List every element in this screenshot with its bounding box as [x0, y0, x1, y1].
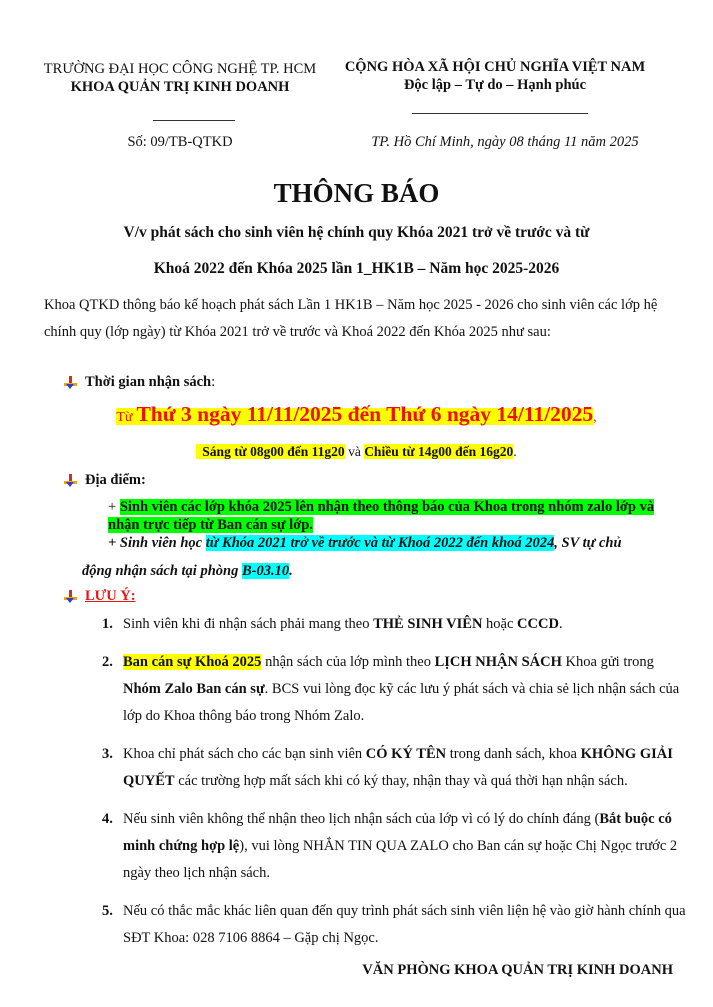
subject-line-2: Khoá 2022 đến Khóa 2025 lần 1_HK1B – Năm học 2025-2026 — [153, 260, 560, 277]
list-item: 2. Ban cán sự Khoá 2025 nhận sách của lớp mình theo LỊCH NHẬN SÁCH Khoa gửi trong Nhóm Zalo Ban cán sự. BCS vui lòng đọc kỹ các lưu ý phát sách và chia sẻ lịch nhận sách của lớp do Khoa thông báo trong Nhóm Zalo. — [102, 654, 680, 724]
time-section-heading: Thời gian nhận sách: — [64, 374, 215, 391]
divider-right — [412, 113, 588, 114]
location-item-2-cont: động nhận sách tại phòng B-03.10. — [82, 563, 293, 579]
morning-slot: Sáng từ 08g00 đến 11g20 — [196, 444, 344, 459]
date-range-text: Thứ 3 ngày 11/11/2025 đến Thứ 6 ngày 14/11/2025 — [136, 402, 594, 426]
location-label: Địa điểm: — [85, 472, 146, 488]
date-prefix: Từ — [116, 410, 133, 425]
list-item: 3. Khoa chỉ phát sách cho các bạn sinh viên CÓ KÝ TÊN trong danh sách, khoa KHÔNG GIẢI QUYẾT các trường hợp mất sách khi có ký thay, nhận thay và quá thời hạn nhận sách. — [102, 746, 673, 789]
notes-list — [102, 611, 692, 963]
intro-paragraph: Khoa QTKD thông báo kế hoạch phát sách Lần 1 HK1B – Năm học 2025 - 2026 cho sinh viên các lớp hệ chính quy (lớp ngày) từ Khóa 2021 trở về trước và Khoá 2022 đến Khóa 2025 như sau: — [44, 297, 658, 340]
notes-label: LƯU Ý: — [85, 588, 136, 604]
divider-left — [153, 120, 235, 121]
location-item-2: + Sinh viên học từ Khóa 2021 trở về trước và từ Khoá 2022 đến khoá 2024, SV tự chủ — [108, 535, 622, 551]
document-title: THÔNG BÁO — [273, 178, 440, 208]
list-item: 1. Sinh viên khi đi nhận sách phải mang theo THẺ SINH VIÊN hoặc CCCD. — [102, 616, 563, 632]
notes-section-heading — [64, 588, 136, 605]
location-item-1: + Sinh viên các lớp khóa 2025 lên nhận theo thông báo của Khoa trong nhóm zalo lớp và nhận trực tiếp từ Ban cán sự lớp. — [108, 499, 655, 533]
list-item: 4. Nếu sinh viên không thể nhận theo lịch nhận sách của lớp vì có lý do chính đáng (Bắt buộc có minh chứng hợp lệ), vui lòng NHẮN TIN QUA ZALO cho Ban cán sự hoặc Chị Ngọc trước 2 ngày theo lịch nhận sách. — [102, 811, 678, 881]
arrow-down-bullet-icon — [64, 590, 77, 603]
faculty-name: KHOA QUẢN TRỊ KINH DOANH — [70, 79, 290, 95]
afternoon-slot: Chiều từ 14g00 đến 16g20 — [364, 444, 514, 459]
date-range: Từ Thứ 3 ngày 11/11/2025 đến Thứ 6 ngày 14/11/2025, — [116, 402, 597, 426]
arrow-down-bullet-icon — [64, 474, 77, 487]
location-section-heading — [64, 472, 146, 489]
document-number: Số: 09/TB-QTKD — [127, 134, 233, 150]
national-motto: Độc lập – Tự do – Hạnh phúc — [403, 77, 587, 93]
list-item: 5. Nếu có thắc mắc khác liên quan đến quy trình phát sách sinh viên liện hệ vào giờ hành chính qua SĐT Khoa: 028 7106 8864 – Gặp chị Ngọc. — [102, 903, 686, 946]
arrow-down-bullet-icon — [64, 376, 77, 389]
document-date: TP. Hồ Chí Minh, ngày 08 tháng 11 năm 2025 — [371, 134, 639, 150]
subject-line-1: V/v phát sách cho sinh viên hệ chính quy Khóa 2021 trở về trước và từ — [123, 224, 590, 241]
time-label: Thời gian nhận sách — [85, 374, 212, 390]
university-name: TRƯỜNG ĐẠI HỌC CÔNG NGHỆ TP. HCM — [43, 61, 317, 77]
signature-block: VĂN PHÒNG KHOA QUẢN TRỊ KINH DOANH — [362, 962, 673, 978]
national-title: CỘNG HÒA XÃ HỘI CHỦ NGHĨA VIỆT NAM — [344, 59, 646, 75]
header-right — [330, 58, 660, 94]
time-slots: Sáng từ 08g00 đến 11g20 và Chiều từ 14g00 đến 16g20. — [0, 444, 713, 460]
header-left — [30, 60, 330, 96]
room-number: B-03.10 — [241, 563, 290, 579]
